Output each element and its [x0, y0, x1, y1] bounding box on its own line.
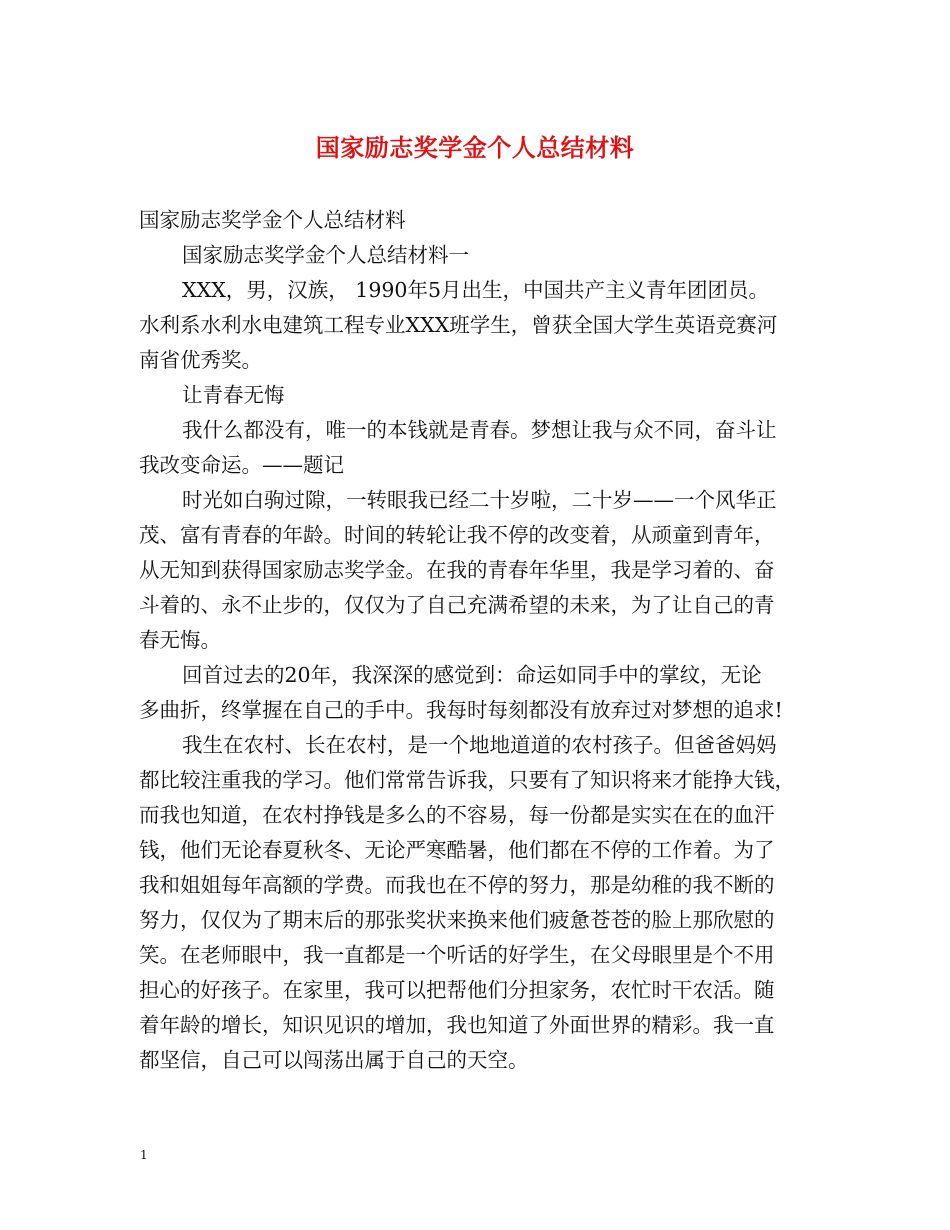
text-line: 都比较注重我的学习。他们常常告诉我，只要有了知识将来才能挣大钱，: [139, 768, 795, 792]
text-line: 我改变命运。——题记: [139, 453, 344, 477]
document-body: [139, 203, 829, 1078]
text-line: 茂、富有青春的年龄。时间的转轮让我不停的改变着，从顽童到青年，: [139, 523, 775, 547]
text-line: 笑。在老师眼中，我一直都是一个听话的好学生，在父母眼里是个不用: [139, 943, 775, 967]
text-line: 时光如白驹过隙，一转眼我已经二十岁啦，二十岁——一个风华正: [182, 488, 777, 512]
text-line: 斗着的、永不止步的，仅仅为了自己充满希望的未来，为了让自己的青: [139, 593, 775, 617]
text-line: 都坚信，自己可以闯荡出属于自己的天空。: [139, 1048, 529, 1072]
text-line: 回首过去的20年，我深深的感觉到：命运如同手中的掌纹，无论: [182, 663, 762, 687]
text-line: 着年龄的增长，知识见识的增加，我也知道了外面世界的精彩。我一直: [139, 1013, 775, 1037]
text-line: 钱，他们无论春夏秋冬、无论严寒酷暑，他们都在不停的工作着。为了: [139, 838, 775, 862]
document-title: 国家励志奖学金个人总结材料: [315, 133, 635, 162]
page-number: 1: [140, 1148, 148, 1162]
text-line: 水利系水利水电建筑工程专业XXX班学生，曾获全国大学生英语竞赛河: [139, 313, 778, 337]
text-line: 努力，仅仅为了期末后的那张奖状来换来他们疲惫苍苍的脸上那欣慰的: [139, 908, 775, 932]
text-line: 我和姐姐每年高额的学费。而我也在不停的努力，那是幼稚的我不断的: [139, 873, 775, 897]
text-line: 而我也知道，在农村挣钱是多么的不容易，每一份都是实实在在的血汗: [139, 803, 775, 827]
text-line: 担心的好孩子。在家里，我可以把帮他们分担家务，农忙时干农活。随: [139, 978, 775, 1002]
text-line: 春无悔。: [139, 628, 221, 652]
text-line: 南省优秀奖。: [139, 348, 262, 372]
text-line: 多曲折，终掌握在自己的手中。我每时每刻都没有放弃过对梦想的追求!: [139, 698, 783, 722]
text-line: 我生在农村、长在农村，是一个地地道道的农村孩子。但爸爸妈妈: [182, 733, 777, 757]
text-line: 国家励志奖学金个人总结材料: [139, 208, 406, 232]
text-line: 国家励志奖学金个人总结材料一: [182, 243, 469, 267]
text-line: XXX，男，汉族， 1990年5月出生，中国共产主义青年团团员。: [182, 278, 770, 302]
text-line: 从无知到获得国家励志奖学金。在我的青春年华里，我是学习着的、奋: [139, 558, 775, 582]
text-line: 我什么都没有，唯一的本钱就是青春。梦想让我与众不同，奋斗让: [182, 418, 777, 442]
text-line: 让青春无悔: [182, 383, 285, 407]
